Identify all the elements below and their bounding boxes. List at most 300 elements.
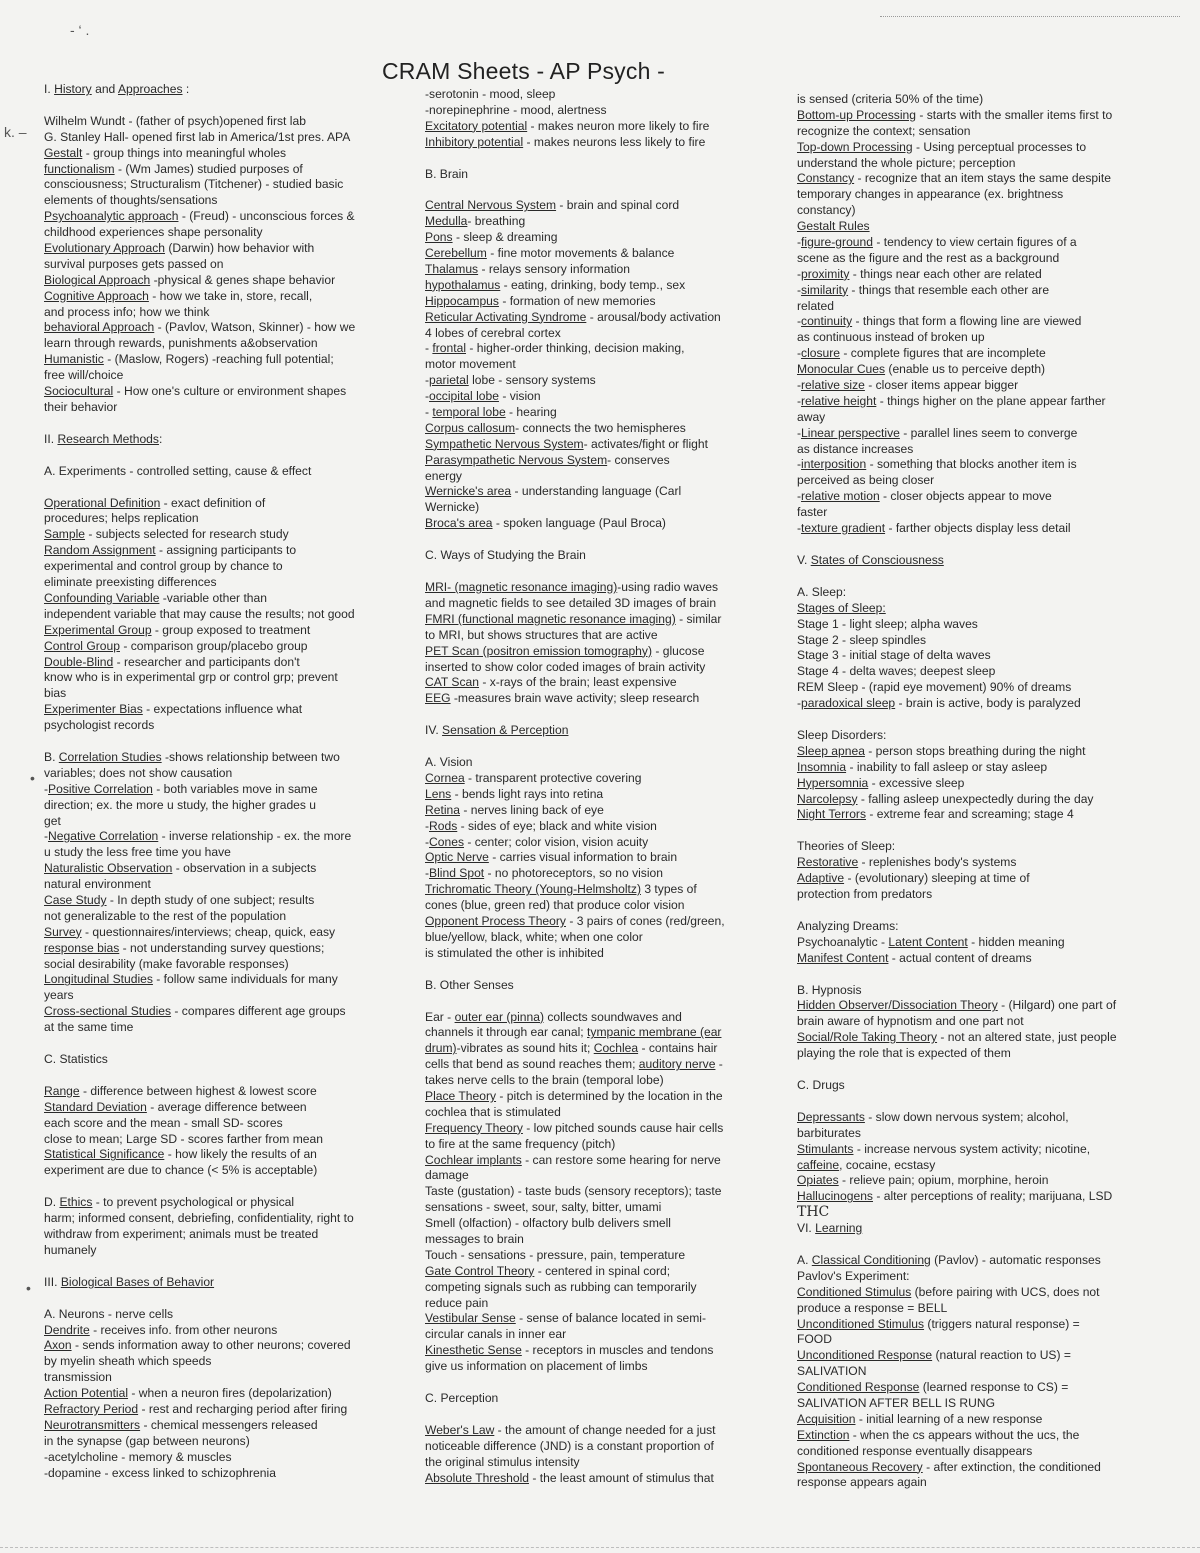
text-line <box>44 368 416 384</box>
text-line <box>797 1428 1182 1444</box>
text-segment: get <box>44 813 61 828</box>
spacer <box>797 712 1182 728</box>
spacer <box>44 1179 416 1195</box>
text-line <box>425 421 775 437</box>
text-segment: experimental and control group by chance to <box>44 559 283 574</box>
text-segment: - sends information away to other neurons; covered <box>71 1338 351 1353</box>
text-segment: (learned response to CS) = <box>919 1380 1069 1395</box>
text-line <box>44 670 416 686</box>
underlined-term: figure-ground <box>801 235 873 250</box>
text-line <box>425 198 775 214</box>
text-segment: sensations - sweet, sour, salty, bitter, umami <box>425 1200 662 1215</box>
text-segment: - <box>797 266 802 281</box>
underlined-term: relative height <box>801 393 877 408</box>
scan-line-bottom <box>0 1547 1200 1549</box>
text-line <box>44 702 416 718</box>
underlined-term: closure <box>801 346 841 361</box>
text-segment: barbiturates <box>797 1125 861 1140</box>
text-segment: - contains hair <box>638 1041 718 1056</box>
underlined-term: Vestibular Sense <box>425 1311 516 1326</box>
text-segment: to MRI, but shows structures that are active <box>425 627 658 642</box>
text-line <box>797 633 1182 649</box>
text-segment: - sense of balance located in semi- <box>515 1311 707 1326</box>
underlined-term: Neurotransmitters <box>44 1417 141 1432</box>
text-segment: understand the whole picture; perception <box>797 155 1016 170</box>
text-segment: to fire at the same frequency (pitch) <box>425 1136 616 1151</box>
text-segment: - chemical messengers released <box>140 1417 318 1432</box>
underlined-term: Monocular Cues <box>797 362 886 377</box>
text-line <box>425 691 775 707</box>
text-segment: - arousal/body activation <box>586 309 721 324</box>
text-line <box>797 140 1182 156</box>
text-line <box>797 346 1182 362</box>
underlined-term: Hypersomnia <box>797 775 869 790</box>
text-segment: - inverse relationship - ex. the more <box>158 829 352 844</box>
text-segment: - (Wm James) studied purposes of <box>114 161 303 176</box>
text-segment: brain aware of hypnotism and one part not <box>797 1014 1024 1029</box>
spacer <box>425 962 775 978</box>
text-line <box>425 1280 775 1296</box>
text-line <box>425 1184 775 1200</box>
text-segment: - formation of new memories <box>498 293 656 308</box>
text-segment: : <box>182 82 190 96</box>
underlined-term: Cochlea <box>593 1041 639 1056</box>
text-segment: - higher-order thinking, decision making, <box>466 341 685 356</box>
text-line <box>425 1248 775 1264</box>
text-segment: procedures; helps replication <box>44 511 199 526</box>
text-segment: - (Hilgard) one part of <box>997 998 1117 1013</box>
text-line <box>797 1126 1182 1142</box>
text-segment: motor movement <box>425 357 516 372</box>
text-line <box>425 580 775 596</box>
text-segment: Psychoanalytic - <box>797 934 889 949</box>
text-segment: A. Neurons - nerve cells <box>44 1306 174 1321</box>
text-segment: - <box>425 866 430 881</box>
text-line <box>797 1078 1182 1094</box>
text-segment: - replenishes body's systems <box>858 855 1017 870</box>
text-segment: by myelin sheath which speeds <box>44 1354 212 1369</box>
text-segment: and <box>91 82 118 96</box>
text-line <box>44 384 416 400</box>
text-line <box>425 1296 775 1312</box>
scan-mark-side-2: • <box>30 770 35 786</box>
text-segment: - questionnaires/interviews; cheap, quick, easy <box>81 924 336 939</box>
text-segment: - group things into meaningful wholes <box>82 145 287 160</box>
text-segment: - difference between highest & lowest score <box>79 1083 317 1098</box>
underlined-term: Frequency Theory <box>425 1120 523 1135</box>
underlined-term: Broca's area <box>425 516 493 531</box>
underlined-term: Positive Correlation <box>48 781 153 796</box>
text-segment: - <box>797 489 802 504</box>
text-segment: -shows relationship between two <box>161 749 340 764</box>
scan-mark-side-3: • <box>26 1280 31 1296</box>
text-line <box>44 543 416 559</box>
text-segment: (triggers natural response) = <box>924 1316 1080 1331</box>
text-line <box>797 871 1182 887</box>
text-segment: conditioned response eventually disappears <box>797 1443 1033 1458</box>
text-line <box>44 639 416 655</box>
text-line <box>44 209 416 225</box>
text-line <box>44 1466 416 1482</box>
text-line <box>797 92 1182 108</box>
underlined-term: Random Assignment <box>44 543 156 558</box>
underlined-term: Experimental Group <box>44 622 152 637</box>
underlined-term: Cognitive Approach <box>44 288 149 303</box>
underlined-term: Wernicke's area <box>425 484 512 499</box>
text-line <box>425 1311 775 1327</box>
spacer <box>797 1094 1182 1110</box>
spacer <box>425 707 775 723</box>
text-segment: cells that bend as sound reaches them; <box>425 1057 639 1072</box>
underlined-term: auditory nerve <box>638 1057 716 1072</box>
text-segment: - In depth study of one subject; results <box>106 892 315 907</box>
text-line <box>425 1327 775 1343</box>
text-line <box>44 1020 416 1036</box>
spacer <box>425 151 775 167</box>
underlined-term: Absolute Threshold <box>425 1470 529 1485</box>
spacer <box>425 564 775 580</box>
text-segment: Stage 3 - initial stage of delta waves <box>797 648 991 663</box>
underlined-term: Conditioned Stimulus <box>797 1284 912 1299</box>
underlined-term: Acquisition <box>797 1411 856 1426</box>
text-line <box>44 1195 416 1211</box>
text-segment: - <box>425 834 430 849</box>
text-line <box>44 623 416 639</box>
text-line <box>797 807 1182 823</box>
underlined-term: Place Theory <box>425 1088 497 1103</box>
text-segment: scene as the figure and the rest as a background <box>797 250 1060 265</box>
underlined-term: Extinction <box>797 1427 850 1442</box>
text-line <box>797 855 1182 871</box>
text-line <box>44 1163 416 1179</box>
text-segment: - transparent protective covering <box>464 770 642 785</box>
text-segment: -vibrates as sound hits it; <box>456 1041 594 1056</box>
underlined-term: Sensation & Perception <box>442 723 569 738</box>
text-segment: (before pairing with UCS, does not <box>911 1284 1100 1299</box>
text-line <box>425 103 775 119</box>
text-line <box>797 1205 1182 1221</box>
text-line <box>425 1057 775 1073</box>
text-segment: - closer objects appear to move <box>879 489 1052 504</box>
text-segment: - fine motor movements & balance <box>486 246 675 261</box>
text-line <box>425 1089 775 1105</box>
text-segment: - both variables move in same <box>152 781 318 796</box>
text-segment: - <box>797 521 802 536</box>
text-segment: SALIVATION <box>797 1364 867 1379</box>
spacer <box>797 903 1182 919</box>
text-segment: - sleep & dreaming <box>452 230 558 245</box>
underlined-term: Opponent Process Theory <box>425 913 566 928</box>
text-segment: experiment are due to chance (< 5% is acceptable) <box>44 1163 318 1178</box>
spacer <box>425 1407 775 1423</box>
underlined-term: Classical Conditioning <box>811 1253 931 1267</box>
text-line <box>44 193 416 209</box>
underlined-term: Thalamus <box>425 262 479 277</box>
text-segment: - similar <box>675 611 722 626</box>
text-segment: Pavlov's Experiment: <box>797 1268 910 1283</box>
text-segment: - <box>797 346 802 361</box>
text-segment: Wernicke) <box>425 500 480 515</box>
underlined-term: parietal <box>429 373 469 388</box>
spacer <box>44 448 416 464</box>
text-segment: - breathing <box>467 214 526 229</box>
spacer <box>44 734 416 750</box>
text-segment: in the synapse (gap between neurons) <box>44 1433 250 1448</box>
text-segment: 3 types of <box>640 882 697 897</box>
text-segment: - inability to fall asleep or stay asleep <box>846 759 1048 774</box>
text-segment: - <box>797 235 802 250</box>
text-segment: IV. <box>425 723 443 738</box>
text-line <box>797 776 1182 792</box>
text-segment: -dopamine - excess linked to schizophrenia <box>44 1465 276 1480</box>
text-line <box>797 680 1182 696</box>
text-segment: - brain is active, body is paralyzed <box>895 696 1081 711</box>
text-segment: - center; color vision, vision acuity <box>464 834 649 849</box>
text-line <box>797 983 1182 999</box>
text-segment: - not an altered state, just people <box>937 1030 1117 1045</box>
text-segment: : <box>158 431 163 446</box>
text-segment: survival purposes gets passed on <box>44 256 224 271</box>
text-segment: - the least amount of stimulus that <box>528 1470 714 1485</box>
text-segment: eliminate preexisting differences <box>44 575 217 590</box>
text-line <box>797 696 1182 712</box>
text-segment: - hidden meaning <box>967 934 1065 949</box>
text-line <box>425 612 775 628</box>
text-segment: harm; informed consent, debriefing, confidentiality, right to <box>44 1211 354 1226</box>
text-line <box>44 750 416 766</box>
text-line <box>797 187 1182 203</box>
spacer <box>425 994 775 1010</box>
underlined-term: Statistical Significance <box>44 1147 165 1162</box>
underlined-term: Sample <box>44 527 86 542</box>
text-line <box>797 1317 1182 1333</box>
text-segment: perceived as being closer <box>797 473 935 488</box>
text-line <box>797 442 1182 458</box>
text-segment: - brain and spinal cord <box>556 198 680 213</box>
text-segment: social desirability (make favorable responses) <box>44 956 289 971</box>
text-line <box>425 1471 775 1487</box>
underlined-term: Pons <box>425 230 453 245</box>
text-segment: - group exposed to treatment <box>151 622 311 637</box>
column-2 <box>425 87 775 1486</box>
text-line <box>797 426 1182 442</box>
text-line <box>44 861 416 877</box>
text-line <box>44 1116 416 1132</box>
text-segment: - to prevent psychological or physical <box>92 1195 295 1210</box>
text-line <box>425 294 775 310</box>
text-segment: - <box>425 818 430 833</box>
text-segment: - glucose <box>651 643 705 658</box>
text-line <box>797 108 1182 124</box>
underlined-term: Top-down Processing <box>797 139 913 154</box>
underlined-term: Action Potential <box>44 1386 129 1401</box>
text-segment: 4 lobes of cerebral cortex <box>425 325 561 340</box>
text-line <box>44 718 416 734</box>
text-segment: I. <box>44 82 55 96</box>
text-segment: elements of thoughts/sensations <box>44 193 218 208</box>
text-segment: learn through rewards, punishments a&observation <box>44 336 318 351</box>
text-line <box>44 909 416 925</box>
text-segment: competing signals such as rubbing can temporarily <box>425 1279 697 1294</box>
text-segment: - things that form a flowing line are viewed <box>852 314 1082 329</box>
spacer <box>797 1062 1182 1078</box>
underlined-term: Depressants <box>797 1109 865 1124</box>
text-segment: - Using perceptual processes to <box>912 139 1087 154</box>
text-line <box>425 500 775 516</box>
text-line <box>797 744 1182 760</box>
text-segment: - average difference between <box>146 1099 307 1114</box>
underlined-term: Medulla <box>425 214 468 229</box>
text-line <box>44 527 416 543</box>
text-segment: - low pitched sounds cause hair cells <box>522 1120 724 1135</box>
text-line <box>797 1142 1182 1158</box>
text-segment: playing the role that is expected of them <box>797 1046 1011 1061</box>
text-segment: - the amount of change needed for a just <box>494 1422 716 1437</box>
text-segment: years <box>44 988 74 1003</box>
text-line <box>425 866 775 882</box>
spacer <box>44 1068 416 1084</box>
underlined-term: Optic Nerve <box>425 850 489 865</box>
text-segment: - expectations influence what <box>142 702 303 717</box>
text-segment: - (evolutionary) sleeping at time of <box>844 871 1030 886</box>
text-segment: - starts with the smaller items first to <box>915 107 1113 122</box>
underlined-term: Psychoanalytic approach <box>44 209 179 224</box>
text-line <box>425 930 775 946</box>
underlined-term: Hidden Observer/Dissociation Theory <box>797 998 998 1013</box>
underlined-term: Social/Role Taking Theory <box>797 1030 938 1045</box>
scan-mark-side-1: k. – <box>4 124 27 140</box>
underlined-term: Stages of Sleep: <box>797 600 886 615</box>
underlined-term: Cochlear implants <box>425 1152 522 1167</box>
text-line <box>44 1100 416 1116</box>
text-segment: C. Perception <box>425 1391 499 1406</box>
underlined-term: Blind Spot <box>429 866 485 881</box>
text-line <box>44 893 416 909</box>
text-segment: noticeable difference (JND) is a constant proportion of <box>425 1438 714 1453</box>
text-line <box>44 1211 416 1227</box>
text-line <box>44 814 416 830</box>
spacer <box>425 739 775 755</box>
text-segment: - actual content of dreams <box>888 950 1032 965</box>
text-segment: A. Sleep: <box>797 584 847 599</box>
spacer <box>44 1036 416 1052</box>
text-segment: - follow same individuals for many <box>152 972 338 987</box>
text-segment: direction; ex. the more u study, the higher grades u <box>44 797 317 812</box>
text-segment: - comparison group/placebo group <box>119 638 308 653</box>
text-segment: - <box>797 696 802 711</box>
underlined-term: Refractory Period <box>44 1402 139 1417</box>
text-line <box>797 601 1182 617</box>
column-3 <box>797 92 1182 1491</box>
text-line <box>797 760 1182 776</box>
text-line <box>425 1423 775 1439</box>
underlined-term: Gestalt <box>44 145 83 160</box>
underlined-term: Constancy <box>797 171 855 186</box>
underlined-term: Humanistic <box>44 352 104 367</box>
underlined-term: Double-Blind <box>44 654 114 669</box>
text-line <box>425 373 775 389</box>
underlined-term: relative motion <box>801 489 880 504</box>
text-line <box>44 782 416 798</box>
underlined-term: Hallucinogens <box>797 1189 873 1204</box>
text-segment: their behavior <box>44 399 118 414</box>
text-segment: natural environment <box>44 877 151 892</box>
text-line <box>425 1105 775 1121</box>
text-line <box>425 246 775 262</box>
text-line <box>44 1386 416 1402</box>
underlined-term: PET Scan (positron emission tomography) <box>425 643 652 658</box>
underlined-term: Sleep apnea <box>797 743 865 758</box>
text-segment: FOOD <box>797 1332 832 1347</box>
text-line <box>44 146 416 162</box>
spacer <box>797 967 1182 983</box>
underlined-term: Conditioned Response <box>797 1380 920 1395</box>
text-line <box>797 314 1182 330</box>
underlined-term: FMRI (functional magnetic resonance imaging) <box>425 611 676 626</box>
underlined-term: Inhibitory potential <box>425 134 524 149</box>
text-line <box>797 410 1182 426</box>
text-line <box>425 262 775 278</box>
text-segment: - assigning participants to <box>155 543 297 558</box>
underlined-term: Rods <box>429 818 458 833</box>
text-line <box>44 607 416 623</box>
text-segment: (Pavlov) - automatic responses <box>930 1253 1101 1267</box>
text-segment: Wilhelm Wundt - (father of psych)opened first lab <box>44 113 306 128</box>
text-segment: Stage 4 - delta waves; deepest sleep <box>797 664 996 679</box>
text-segment: lobe - sensory systems <box>468 373 596 388</box>
text-segment: protection from predators <box>797 886 933 901</box>
text-segment: - <box>44 829 49 844</box>
text-segment: reduce pain <box>425 1295 489 1310</box>
text-line <box>44 1052 416 1068</box>
text-segment: A. <box>797 1253 812 1267</box>
text-segment: - after extinction, the conditioned <box>922 1459 1101 1474</box>
text-segment: - How one's culture or environment shapes <box>113 384 347 399</box>
text-segment: II. <box>44 431 58 446</box>
text-segment: close to mean; Large SD - scores farther from mean <box>44 1131 323 1146</box>
underlined-term: caffeine <box>797 1157 840 1172</box>
text-line <box>797 330 1182 346</box>
underlined-term: continuity <box>801 314 853 329</box>
underlined-term: Gate Control Theory <box>425 1263 535 1278</box>
underlined-term: Central Nervous System <box>425 198 557 213</box>
underlined-term: drum) <box>425 1041 457 1056</box>
text-line <box>44 1450 416 1466</box>
text-line <box>425 1200 775 1216</box>
text-line <box>44 1084 416 1100</box>
underlined-term: Trichromatic Theory (Young-Helmsholtz) <box>425 882 641 897</box>
text-line <box>44 1402 416 1418</box>
text-segment: B. Brain <box>425 166 469 181</box>
text-segment: takes nerve cells to the brain (temporal lobe) <box>425 1073 664 1088</box>
text-segment: - eating, drinking, body temp., sex <box>500 277 686 292</box>
text-line <box>797 919 1182 935</box>
text-segment: - not understanding survey questions; <box>119 940 325 955</box>
text-line <box>425 469 775 485</box>
text-line <box>425 389 775 405</box>
spacer <box>425 182 775 198</box>
text-line <box>797 473 1182 489</box>
text-line <box>44 845 416 861</box>
underlined-term: Kinesthetic Sense <box>425 1343 522 1358</box>
text-segment: - <box>44 781 49 796</box>
text-segment: -serotonin - mood, sleep <box>425 87 556 101</box>
text-segment: inserted to show color coded images of brain activity <box>425 659 706 674</box>
text-line <box>425 1455 775 1471</box>
spacer <box>44 1259 416 1275</box>
text-line <box>425 341 775 357</box>
text-segment: cochlea that is stimulated <box>425 1104 561 1119</box>
